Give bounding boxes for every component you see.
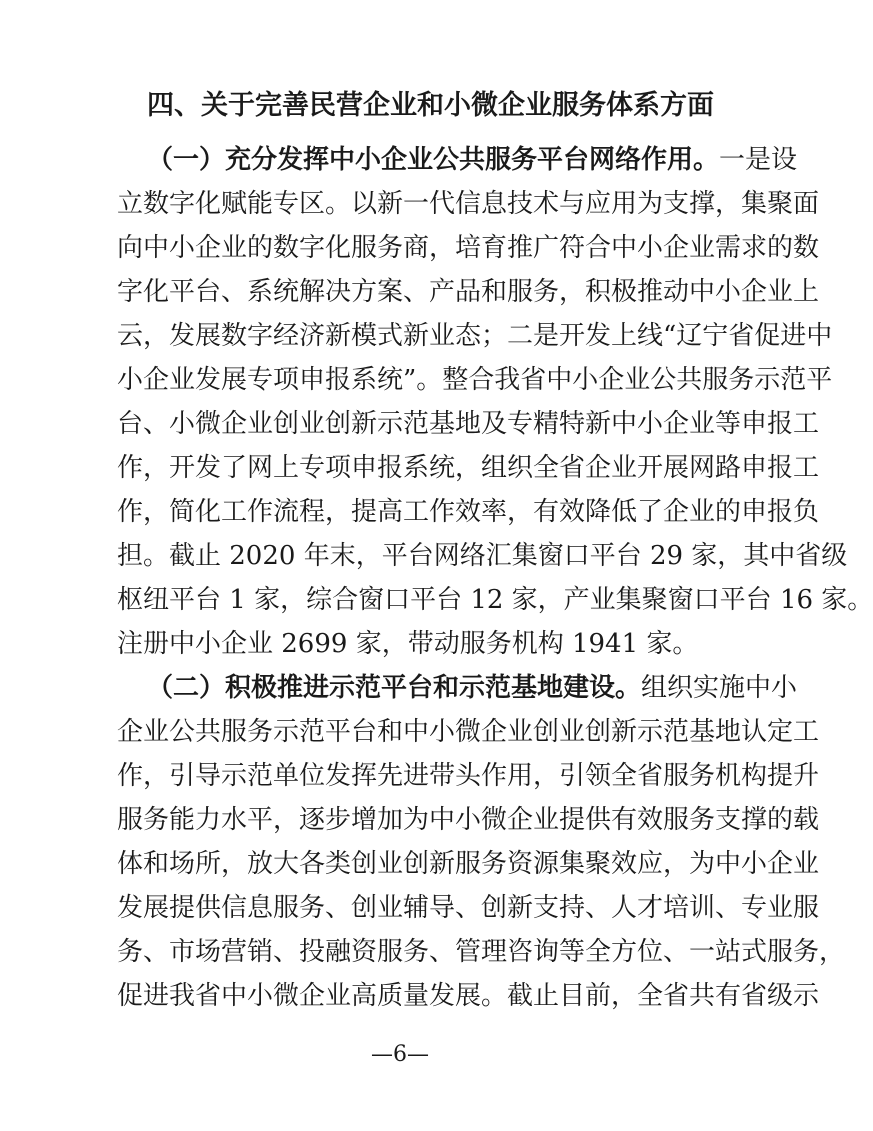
para1-line-8: 作，简化工作流程，提高工作效率，有效降低了企业的申报负 (117, 497, 820, 527)
para1-line-10: 枢纽平台 1 家，综合窗口平台 12 家，产业集聚窗口平台 16 家。 (117, 585, 873, 615)
para2-line-7: 促进我省中小微企业高质量发展。截止目前，全省共有省级示 (117, 981, 820, 1011)
para1-lead: （一）充分发挥中小企业公共服务平台网络作用。 (147, 145, 720, 175)
page-number: —6— (371, 1042, 429, 1067)
para1-line-2: 向中小企业的数字化服务商，培育推广符合中小企业需求的数 (117, 233, 820, 263)
para2-first-line (147, 666, 798, 710)
para2-line-5: 发展提供信息服务、创业辅导、创新支持、人才培训、专业服 (117, 893, 820, 923)
section-heading: 四、关于完善民营企业和小微企业服务体系方面 (147, 90, 714, 121)
para1-line-11: 注册中小企业 2699 家，带动服务机构 1941 家。 (117, 629, 699, 659)
para1-line-9: 担。截止 2020 年末，平台网络汇集窗口平台 29 家，其中省级 (117, 541, 848, 571)
para2-line-2: 作，引导示范单位发挥先进带头作用，引领全省服务机构提升 (117, 761, 820, 791)
para2-line-1: 企业公共服务示范平台和中小微企业创业创新示范基地认定工 (117, 717, 820, 747)
para1-line-5: 小企业发展专项申报系统”。整合我省中小企业公共服务示范平 (117, 365, 833, 395)
para1-line-4: 云，发展数字经济新模式新业态；二是开发上线“辽宁省促进中 (117, 321, 833, 351)
para1-line-6: 台、小微企业创业创新示范基地及专精特新中小企业等申报工 (117, 409, 820, 439)
para2-line-6: 务、市场营销、投融资服务、管理咨询等全方位、一站式服务， (117, 937, 846, 967)
para2-line-4: 体和场所，放大各类创业创新服务资源集聚效应，为中小企业 (117, 849, 820, 879)
para1-first-line (147, 138, 798, 182)
para1-line-7: 作，开发了网上专项申报系统，组织全省企业开展网路申报工 (117, 453, 820, 483)
para1-line-0: 一是设 (719, 145, 798, 175)
para2-line-3: 服务能力水平，逐步增加为中小微企业提供有效服务支撑的载 (117, 805, 820, 835)
para1-line-3: 字化平台、系统解决方案、产品和服务，积极推动中小企业上 (117, 277, 820, 307)
para1-line-1: 立数字化赋能专区。以新一代信息技术与应用为支撑，集聚面 (117, 189, 820, 219)
para2-lead: （二）积极推进示范平台和示范基地建设。 (147, 673, 642, 703)
para2-line-0: 组织实施中小 (641, 673, 798, 703)
